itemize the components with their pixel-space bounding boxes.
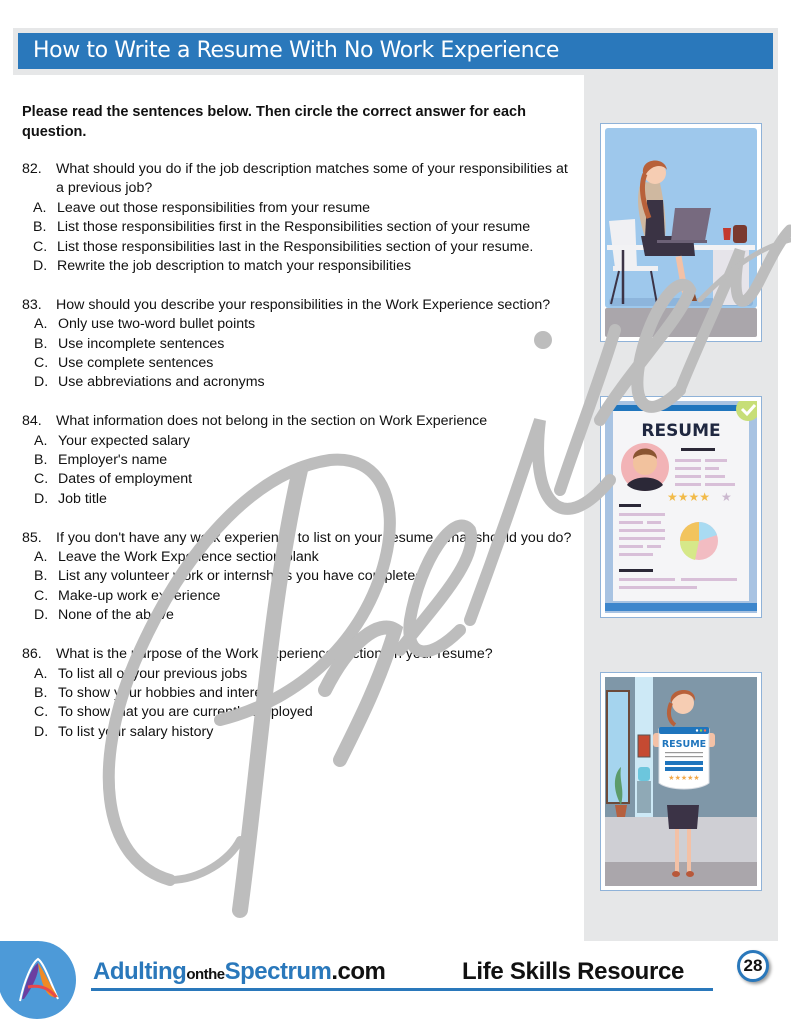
option-d[interactable]: D. Rewrite the job description to match your responsibilities [33,258,412,275]
instructions: Please read the sentences below. Then circle the correct answer for each question. [22,104,526,140]
option-c[interactable]: C. List those responsibilities last in the Responsibilities section of your resume. [33,238,534,255]
option-a[interactable]: A. Only use two-word bullet points [34,316,256,333]
page-title: How to Write a Resume With No Work Experience [33,38,560,63]
option-a[interactable]: A. Your expected salary [34,432,190,449]
title-bar [18,33,773,69]
svg-text:★: ★ [721,490,732,504]
question-text: What information does not belong in the section on Work Experience [56,413,488,430]
option-c[interactable]: C. Make-up work experience [34,587,221,604]
woman-laptop-icon [605,128,757,337]
question-text: What should you do if the job description matches some of your responsibilities at a previous job? [56,161,568,197]
page-number-badge: 28 [737,950,769,982]
svg-text:★★★★★: ★★★★★ [668,774,700,782]
question-number: 82. [22,161,42,177]
brand-logo [0,941,76,1019]
question-83 [22,296,572,393]
svg-text:★★★★: ★★★★ [667,490,711,504]
option-c[interactable]: C. To show that you are currently employed [34,704,313,721]
option-d[interactable]: D. Use abbreviations and acronyms [34,374,265,391]
question-85 [22,529,572,626]
question-86 [22,645,572,742]
option-d[interactable]: D. Job title [34,490,107,507]
question-text: What is the purpose of the Work Experience section on your resume? [56,646,493,663]
footer-divider [91,988,713,991]
resume-document-icon [605,401,757,613]
option-b[interactable]: B. To show your hobbies and interest [34,684,274,701]
option-d[interactable]: D. None of the above [34,607,174,624]
option-a[interactable]: A. To list all of your previous jobs [34,665,248,682]
option-a[interactable]: A. Leave the Work Experience section blank [34,549,319,566]
illustration-resume-document [600,396,762,618]
question-number: 84. [22,413,42,430]
option-c[interactable]: C. Use complete sentences [34,355,214,372]
option-b[interactable]: B. Use incomplete sentences [34,335,225,352]
sign-heading: RESUME [661,739,707,750]
question-number: 86. [22,646,42,663]
resume-heading: RESUME [641,421,721,441]
illustration-woman-at-desk [600,123,762,342]
illustration-woman-holding-resume [600,672,762,891]
option-b[interactable]: B. List those responsibilities first in the Responsibilities section of your resume [33,219,531,236]
question-list [22,160,572,762]
question-number: 83. [22,296,42,313]
question-text: 85. If you don't have any work experience to list on your resume, what should you do? [22,529,572,548]
option-b[interactable]: B. Employer's name [34,452,168,469]
option-a[interactable]: A. Leave out those responsibilities from your resume [33,199,371,216]
question-82 [22,160,572,276]
question-text: How should you describe your responsibilities in the Work Experience section? [56,296,551,313]
option-c[interactable]: C. Dates of employment [34,471,193,488]
option-d[interactable]: D. To list your salary history [34,723,214,740]
question-84 [22,412,572,509]
footer-tagline: Life Skills Resource [462,958,685,985]
brand-name[interactable]: AdultingontheSpectrum.com [93,958,386,985]
option-b[interactable]: B. List any volunteer work or internships you have completed. [34,568,428,585]
question-number: 85. [22,529,42,546]
woman-resume-sign-icon [605,677,757,886]
adulting-logo-icon [0,941,76,1019]
